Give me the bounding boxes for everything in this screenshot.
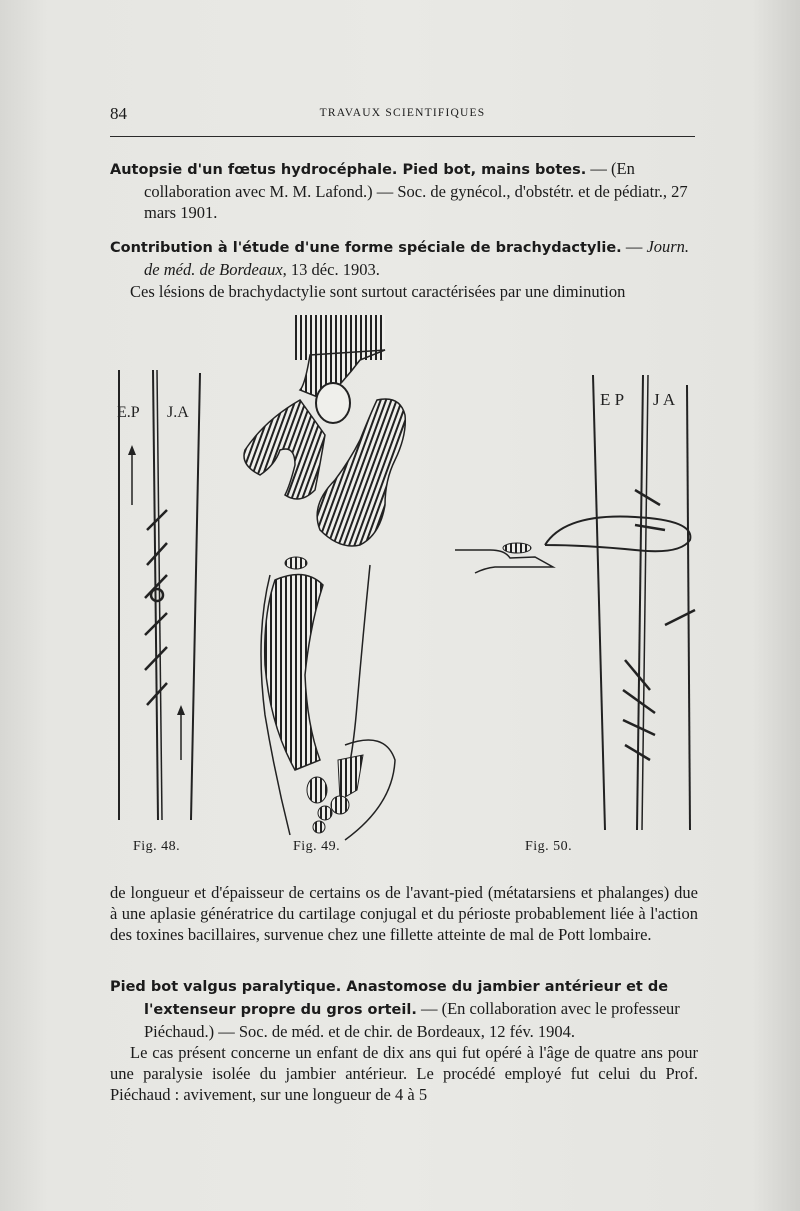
running-title: TRAVAUX SCIENTIFIQUES — [319, 107, 486, 119]
paragraph-1: Ces lésions de brachydactylie sont surtout caractérisées par une diminution — [130, 282, 626, 301]
figure-48-caption: Fig. 48. — [133, 839, 181, 854]
figure-49-caption: Fig. 49. — [293, 839, 341, 854]
entry-1-details: — (En collaboration avec M. M. Lafond.) — Soc. de gynécol., d'obstétr. et de pédiatr., 27 mars 1901. — [144, 159, 688, 222]
figure-area — [95, 305, 705, 865]
entry-1-title: Autopsie d'un fœtus hydrocéphale. Pied bot, mains botes. — [110, 162, 587, 178]
header-rule — [110, 136, 695, 137]
entry-3-title: Pied bot valgus paralytique. Anastomose du jambier antérieur et de l'extenseur propre du gros orteil. — [110, 979, 669, 1018]
figure-50-label-ja: J A — [653, 390, 676, 409]
figure-50-label-ep: E P — [600, 390, 625, 409]
figure-48-label-ja: J.A — [167, 404, 189, 421]
bibliography-entry-1 — [110, 158, 698, 223]
figure-50-caption: Fig. 50. — [525, 839, 573, 854]
paragraph-3: Le cas présent concerne un enfant de dix ans qui fut opéré à l'âge de quatre ans pour une paralysie isolée du jambier antérieur. Le procédé employé fut celui du Prof. Piéchaud : avivement, sur une longueur de 4 à 5 — [110, 1043, 698, 1104]
entry-3-details: — (En collaboration avec le professeur Piéchaud.) — Soc. de méd. et de chir. de Bordeaux, 12 fév. 1904. — [144, 999, 680, 1041]
entry-2-dash: — — [621, 237, 647, 256]
figure-49-drawing — [244, 315, 405, 840]
running-head — [110, 104, 695, 126]
figures-illustration — [95, 305, 705, 865]
paragraph-2: de longueur et d'épaisseur de certains os de l'avant-pied (métatarsiens et phalanges) due à une aplasie génératrice du cartilage conjugal et du périoste probablement liée à l'action des toxines bacillaires, survenue chez une fillette atteinte de mal de Pott lombaire. — [110, 883, 698, 944]
entry-2-title: Contribution à l'étude d'une forme spéciale de brachydactylie. — [110, 240, 622, 256]
bibliography-entry-3 — [110, 975, 698, 1042]
bibliography-entry-2 — [110, 236, 698, 280]
entry-2-journal: Journ. de méd. de Bordeaux — [144, 237, 690, 279]
page-number: 84 — [110, 104, 127, 123]
figure-48-drawing — [117, 370, 200, 820]
figure-48-label-ep: E.P — [117, 404, 140, 421]
figure-50-drawing — [455, 375, 695, 830]
entry-2-details: , 13 déc. 1903. — [282, 260, 380, 279]
